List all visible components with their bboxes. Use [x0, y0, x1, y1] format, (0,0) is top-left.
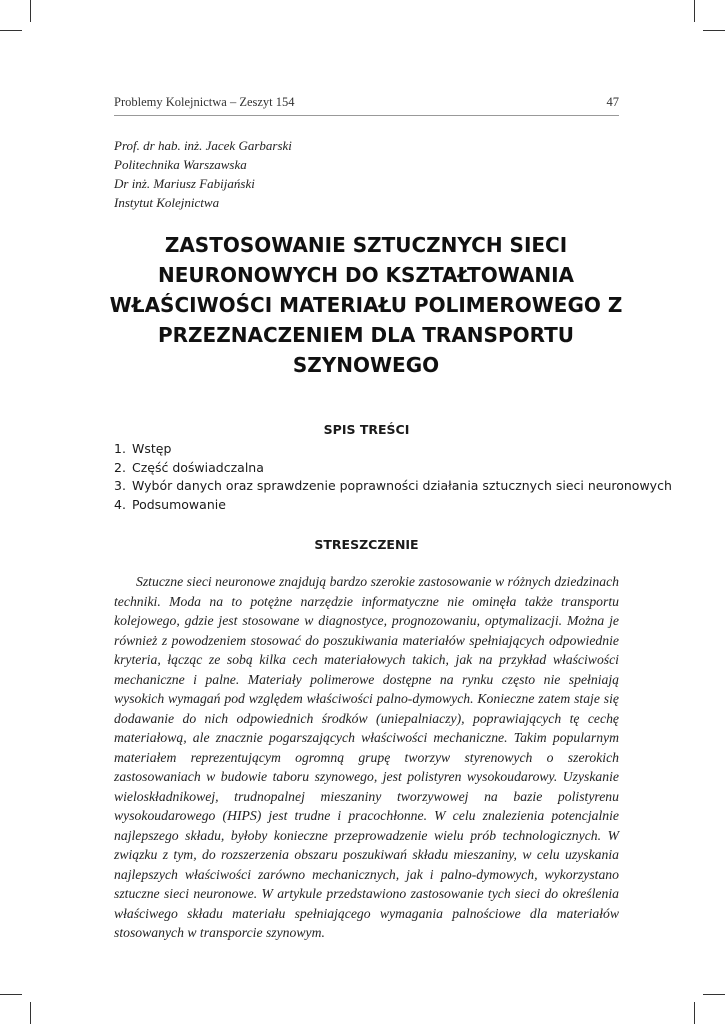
- toc-item-text: Wstęp: [132, 441, 172, 456]
- running-head: [114, 95, 619, 116]
- crop-mark-bottom-right: [694, 1002, 695, 1024]
- toc-item: [114, 440, 634, 459]
- toc-heading: SPIS TREŚCI: [323, 422, 410, 437]
- toc-item-text: Podsumowanie: [132, 496, 226, 512]
- crop-mark-bottom-right-h: [703, 994, 725, 995]
- toc-item: [114, 496, 634, 515]
- crop-mark-top-right-h: [703, 30, 725, 31]
- crop-mark-top-right: [694, 0, 695, 22]
- page-number: 47: [606, 95, 619, 109]
- toc-item-number: 3.: [114, 478, 126, 493]
- toc-item-number: 1.: [114, 441, 126, 456]
- toc-item: [114, 459, 634, 478]
- toc-item-number: 4.: [114, 496, 126, 512]
- crop-mark-top-left: [30, 0, 31, 22]
- author-line: Prof. dr hab. inż. Jacek Garbarski: [114, 138, 292, 153]
- paper-title: ZASTOSOWANIE SZTUCZNYCH SIECI NEURONOWYCH DO KSZTAŁTOWANIA WŁAŚCIWOŚCI MATERIAŁU POLIMEROWEGO Z PRZEZNACZENIEM DLA TRANSPORTU SZYNOWEGO: [109, 233, 623, 377]
- toc-item-text: Wybór danych oraz sprawdzenie poprawności działania sztucznych sieci neuronowych: [132, 478, 672, 493]
- toc-item-number: 2.: [114, 459, 126, 475]
- author-block: [114, 136, 292, 212]
- crop-mark-top-left-h: [0, 30, 22, 31]
- author-line: Politechnika Warszawska: [114, 157, 247, 172]
- journal-name: Problemy Kolejnictwa – Zeszyt 154: [114, 95, 295, 109]
- abstract-heading: STRESZCZENIE: [314, 537, 419, 552]
- author-line: Instytut Kolejnictwa: [114, 195, 220, 210]
- crop-mark-bottom-left: [30, 1002, 31, 1024]
- toc-item-text: Część doświadczalna: [132, 459, 264, 475]
- toc-item: [114, 477, 672, 496]
- crop-mark-bottom-left-h: [0, 994, 22, 995]
- abstract-text: Sztuczne sieci neuronowe znajdują bardzo szerokie zastosowanie w różnych dziedzinach techniki. Moda na to potężne narzędzie informatyczne nie ominęła także transportu kolejowego, gdzie jest stosowane w diagnostyce, prognozowaniu, optymalizacji. Można je również z powodzeniem stosować do poszukiwania materiałów spełniających odpowiednie kryteria, łącząc ze sobą kilka cech materiałowych takich, jak na przykład właściwości mechaniczne i palne. Materiały polimerowe dostępne na rynku często nie spełniają wysokich wymagań pod względem właściwości palno-dymowych. Konieczne zatem staje się dodawanie do nich odpowiednich środków (uniepalniaczy), poprawiających tę cechę materiałową, ale znacznie pogarszających właściwości mechaniczne. Takim popularnym materiałem reprezentującym ogromną grupę tworzyw styrenowych o szerokich zastosowaniach w budowie taboru szynowego, jest polistyren wysokoudarowy. Uzyskanie wieloskładnikowej, trudnopalnej mieszaniny tworzywowej na bazie polistyrenu wysokoudarowego (HIPS) jest trudne i pracochłonne. W celu znalezienia potencjalnie najlepszego składu, byłoby konieczne przeprowadzenie wielu prób technologicznych. W związku z tym, do rozszerzenia obszaru poszukiwań składu mieszaniny, w celu uzyskania najlepszych właściwości zarówno mechanicznych, jak i palno-dymowych, wykorzystano sztuczne sieci neuronowe. W artykule przedstawiono zastosowanie tych sieci do określenia właściwego składu materiału spełniającego wymagania palnościowe dla materiałów stosowanych w transporcie szynowym.: [114, 574, 619, 940]
- toc-list: [114, 440, 672, 514]
- author-line: Dr inż. Mariusz Fabijański: [114, 176, 255, 191]
